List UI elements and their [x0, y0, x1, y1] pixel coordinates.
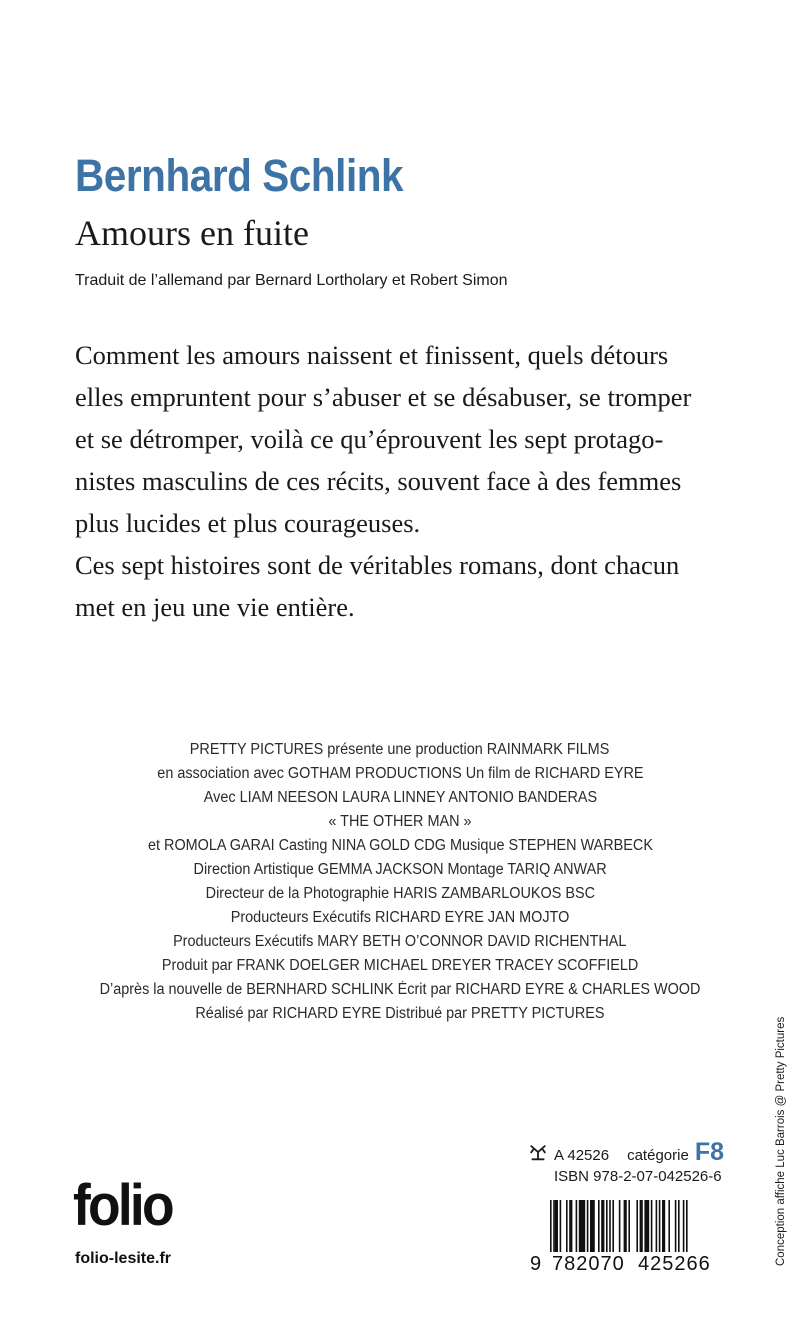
credit-line: Produit par FRANK DOELGER MICHAEL DREYER TRACEY SCOFFIELD	[161, 957, 639, 974]
blurb-line: et se détromper, voilà ce qu’éprouvent les sept protago-	[75, 424, 664, 454]
blurb-line: met en jeu une vie entière.	[75, 592, 355, 622]
blurb-line: Comment les amours naissent et finissent, quels détours	[75, 340, 669, 370]
credit-line: D’après la nouvelle de BERNHARD SCHLINK Écrit par RICHARD EYRE & CHARLES WOOD	[99, 981, 701, 998]
barcode	[528, 1200, 724, 1274]
blurb-line: plus lucides et plus courageuses.	[75, 508, 421, 538]
credit-line: Réalisé par RICHARD EYRE Distribué par PRETTY PICTURES	[195, 1005, 605, 1022]
gallimard-logo-icon	[528, 1142, 548, 1162]
barcode-number	[528, 1200, 724, 1274]
author-name: Bernhard Schlink	[75, 150, 404, 201]
category-label: catégorie	[627, 1147, 689, 1164]
credit-line: « THE OTHER MAN »	[328, 813, 472, 830]
credit-line: Direction Artistique GEMMA JACKSON Montage TARIQ ANWAR	[193, 861, 607, 878]
credit-line: Producteurs Exécutifs RICHARD EYRE JAN MOJTO	[230, 909, 570, 926]
barcode-lead-digit: 9	[530, 1253, 542, 1274]
book-title: Amours en fuite	[75, 213, 309, 253]
credit-line: Directeur de la Photographie HARIS ZAMBARLOUKOS BSC	[205, 885, 595, 902]
blurb-line: elles empruntent pour s’abuser et se désabuser, se tromper	[75, 382, 692, 412]
credit-line: et ROMOLA GARAI Casting NINA GOLD CDG Musique STEPHEN WARBECK	[147, 837, 653, 854]
credit-line: Avec LIAM NEESON LAURA LINNEY ANTONIO BANDERAS	[203, 789, 597, 806]
catalog-row	[528, 1138, 724, 1166]
film-credits	[0, 738, 800, 1026]
translator-credit: Traduit de l’allemand par Bernard Lortholary et Robert Simon	[75, 272, 508, 289]
blurb-line: nistes masculins de ces récits, souvent face à des femmes	[75, 466, 682, 496]
credit-line: Producteurs Exécutifs MARY BETH O’CONNOR DAVID RICHENTHAL	[173, 933, 627, 950]
isbn: ISBN 978-2-07-042526-6	[554, 1168, 722, 1185]
credit-line: en association avec GOTHAM PRODUCTIONS Un film de RICHARD EYRE	[156, 765, 644, 782]
barcode-right-group: 425266	[638, 1253, 711, 1274]
poster-design-credit: Conception affiche Luc Barrois @ Pretty Pictures	[775, 1016, 787, 1266]
catalog-code: A 42526	[554, 1147, 610, 1164]
blurb-line: Ces sept histoires sont de véritables romans, dont chacun	[75, 550, 680, 580]
catalog-info	[528, 1138, 724, 1185]
barcode-left-group: 782070	[552, 1253, 625, 1274]
credit-line: PRETTY PICTURES présente une production RAINMARK FILMS	[190, 741, 610, 758]
folio-logo: folio	[73, 1173, 172, 1238]
folio-website: folio-lesite.fr	[75, 1250, 172, 1267]
category-code: F8	[694, 1138, 724, 1166]
blurb	[75, 334, 735, 628]
